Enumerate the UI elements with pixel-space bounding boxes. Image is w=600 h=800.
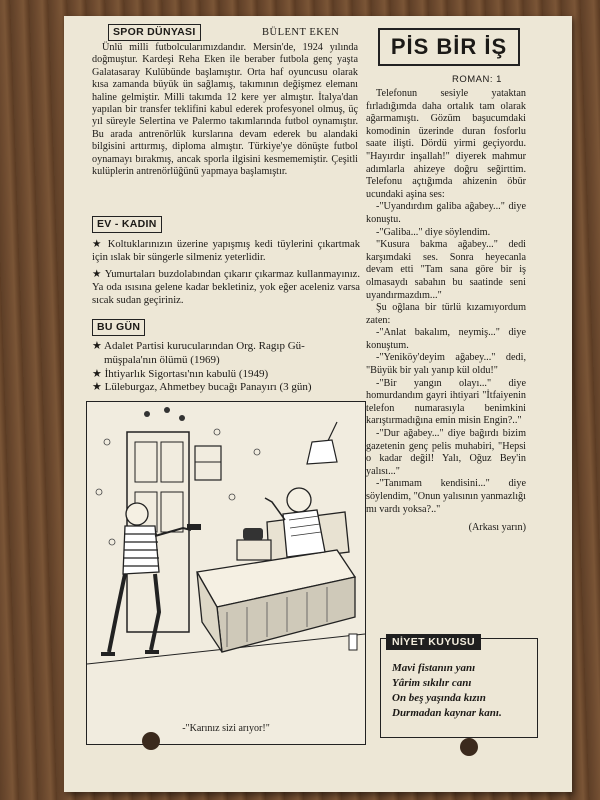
author-name: BÜLENT EKEN xyxy=(262,27,340,38)
roman-subtitle: ROMAN: 1 xyxy=(452,74,502,85)
cartoon-illustration xyxy=(86,401,366,745)
roman-paragraph: -"Uyandırdım galiba ağabey..." diye konuştu. xyxy=(366,201,526,225)
newspaper-page xyxy=(64,16,572,792)
roman-paragraph: Şu oğlana bir türlü kızamıyordum zaten: xyxy=(366,302,526,326)
ev-tip-1: ★ Koltuklarınızın üzerine yapışmış kedi tüylerini çıkartmak için ıslak bir süngerle silmeniz yeterlidir. xyxy=(92,239,360,264)
bu-gun-list xyxy=(92,340,312,395)
roman-paragraph: -"Dur ağabey..." diye bağırdı bizim gazetenin genç pelis muhabiri, "Hepsi o kadar değil! Yalı, Oğuz Bey'in yalısı..." xyxy=(366,428,526,477)
list-item: ★ İhtiyarlık Sigortası'nın kabulü (1949) xyxy=(92,367,269,380)
roman-paragraph: Telefonun sesiyle yataktan fırladığımda daha ortalık tam olarak ağarmamıştı. Gözüm başucumdaki komodinin üzerinde duran fosforlu saate ilişti. Dördü yirmi geçiyordu. "Hayırdır inşallah!" diyerek mahmur adımlarla ahizeye doğru seğirttim. Telefonu açtığımda ahizenin öbür ucundaki aşina ses: xyxy=(366,88,526,200)
roman-text xyxy=(366,88,526,535)
roman-paragraph: -"Anlat bakalım, neymiş..." diye konuştum. xyxy=(366,327,526,351)
spor-dunyasi-label: SPOR DÜNYASI xyxy=(108,24,201,41)
roman-paragraph: -"Galiba..." diye söylendim. xyxy=(376,226,491,238)
list-item: ★ Adalet Partisi kurucularından Org. Ragıp Gü- xyxy=(92,340,305,352)
cartoon-caption: -"Karınız sizi arıyor!" xyxy=(182,723,270,734)
ev-kadin-label: EV - KADIN xyxy=(92,216,162,233)
arkasi-yarin: (Arkası yarın) xyxy=(468,522,526,534)
punch-hole xyxy=(142,732,160,750)
spor-article-text: Ünlü milli futbolcularımızdandır. Mersin'de, 1924 yılında doğmuştur. Kardeşi Reha Eken ile beraber futbola genç yaşta Galatasaray Kulübünde başlamıştır. Orta haf oyuncusu olarak kısa zamanda büyük ün sağlamış, takımının değişmez elemanı haline gelmiştir. Milli takımda 12 kere yer almıştır. İtalya'dan yapılan bir transfer teklifini kabul ederek profesyonel olmuş, üç yıl süreyle Selertina ve Palermo takımlarında futbol oynamıştır. Bu arada antrenörlük kurslarına devam ederek bu alandaki bilgisini arttırmış, diploma almıştır. Türkiye'ye dönüşte futbol oynamayı bırakmış, ancak sporla ilgisini kesmememiştir. Çeşitli kulüplerin antrenörlüğünü yapmaya başlamıştır. xyxy=(92,42,358,178)
ev-tip-2: ★ Yumurtaları buzdolabından çıkarır çıkarmaz kullanmayınız. Ya oda ısısına gelene kadar bekletiniz, yok eğer aceleniz varsa sıcak sudan geçiriniz. xyxy=(92,269,360,307)
list-item: ★ Lüleburgaz, Ahmetbey bucağı Panayırı (3 gün) xyxy=(92,381,312,394)
poem-line: Durmadan kaynar kanı. xyxy=(392,707,502,719)
roman-paragraph: -"Yeniköy'deyim ağabey..." dedi, "Büyük bir yalı yanıp kül oldu!" xyxy=(366,352,526,377)
roman-title: PİS BİR İŞ xyxy=(378,28,520,66)
roman-paragraph: "Kusura bakma ağabey..." dedi karşımdaki ses. Sonra heyecanla devam etti "Tam sana göre bir iş olmasaydı sabahın bu saatinde seni uyandırmazdım..." xyxy=(366,239,526,301)
niyet-kuyusu-label: NİYET KUYUSU xyxy=(386,634,481,650)
bu-gun-label: BU GÜN xyxy=(92,319,145,336)
roman-paragraph: -"Tanımam kendisini..." diye söylendim, "Onun yalısının yanmazlığı mı vardı yoksa?.." xyxy=(366,478,526,515)
punch-hole xyxy=(460,738,478,756)
roman-paragraph: -"Bir yangın olayı..." diye homurdandım gayri ihtiyari "İtfaiyenin telefon numarasıyla benimkini karıştırmadığına emin misin Engin?.." xyxy=(366,377,526,427)
list-item: müşpala'nın ölümü (1969) xyxy=(104,353,220,366)
poem-line: On beş yaşında kızın xyxy=(392,692,486,704)
poem-line: Mavi fistanın yanı xyxy=(392,662,476,674)
niyet-kuyusu-poem xyxy=(392,661,502,721)
poem-line: Yârim sıkılır canı xyxy=(392,677,472,689)
cartoon-drawing xyxy=(87,402,365,744)
